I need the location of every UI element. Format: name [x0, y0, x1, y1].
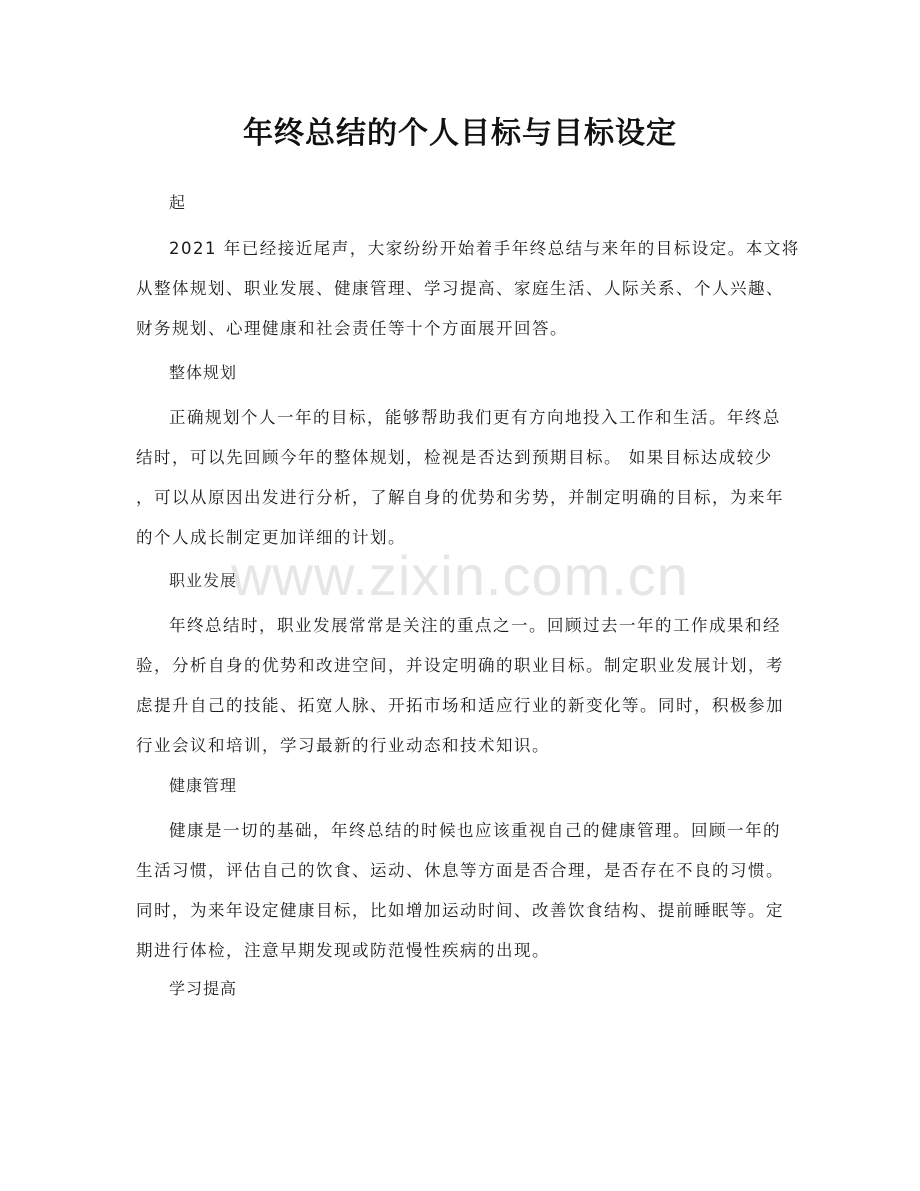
- section-heading-learning: 学习提高: [169, 979, 238, 998]
- section-heading-overall-planning: 整体规划: [169, 363, 238, 382]
- section-paragraph-health: [136, 811, 786, 971]
- paragraph-line: 行业会议和培训，学习最新的行业动态和技术知识。: [136, 736, 550, 755]
- paragraph-line: 结时，可以先回顾今年的整体规划，检视是否达到预期目标。 如果目标达成较少: [136, 448, 773, 467]
- paragraph-line: 正确规划个人一年的目标，能够帮助我们更有方向地投入工作和生活。年终总: [169, 408, 781, 427]
- paragraph-line: 生活习惯，评估自己的饮食、运动、休息等方面是否合理，是否存在不良的习惯。: [136, 861, 784, 880]
- paragraph-line: ，可以从原因出发进行分析，了解自身的优势和劣势，并制定明确的目标，为来年: [136, 488, 784, 507]
- paragraph-line: 期进行体检，注意早期发现或防范慢性疾病的出现。: [136, 941, 550, 960]
- paragraph-line: 财务规划、心理健康和社会责任等十个方面展开回答。: [136, 319, 568, 338]
- section-paragraph-intro: [136, 229, 800, 349]
- paragraph-line: 的个人成长制定更加详细的计划。: [136, 528, 406, 547]
- watermark: www.zixin.com.cn: [231, 544, 689, 607]
- section-heading-intro: 起: [169, 193, 187, 212]
- section-heading-career: 职业发展: [169, 571, 238, 590]
- section-paragraph-overall-planning: [136, 398, 786, 558]
- paragraph-line: 年终总结时，职业发展常常是关注的重点之一。回顾过去一年的工作成果和经: [169, 616, 781, 635]
- paragraph-line: 2021 年已经接近尾声，大家纷纷开始着手年终总结与来年的目标设定。本文将: [169, 239, 800, 258]
- document-title: 年终总结的个人目标与目标设定: [243, 116, 677, 151]
- paragraph-line: 验，分析自身的优势和改进空间，并设定明确的职业目标。制定职业发展计划，考: [136, 656, 784, 675]
- section-paragraph-career: [136, 606, 786, 766]
- paragraph-line: 健康是一切的基础，年终总结的时候也应该重视自己的健康管理。回顾一年的: [169, 821, 781, 840]
- paragraph-line: 同时，为来年设定健康目标，比如增加运动时间、改善饮食结构、提前睡眠等。定: [136, 901, 784, 920]
- paragraph-line: 虑提升自己的技能、拓宽人脉、开拓市场和适应行业的新变化等。同时，积极参加: [136, 696, 784, 715]
- paragraph-line: 从整体规划、职业发展、健康管理、学习提高、家庭生活、人际关系、个人兴趣、: [136, 279, 784, 298]
- section-heading-health: 健康管理: [169, 776, 238, 795]
